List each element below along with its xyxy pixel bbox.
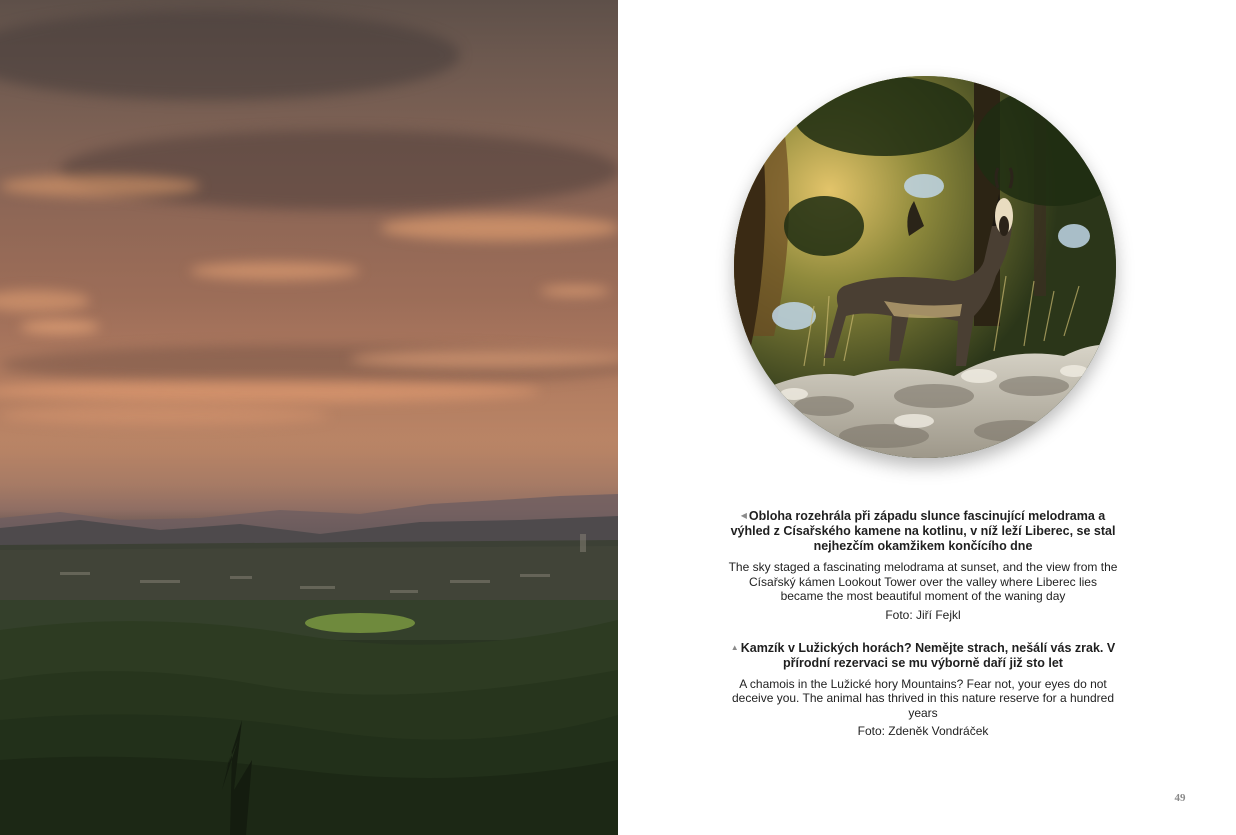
dark-cloud [60, 130, 618, 210]
caption-czech [728, 508, 1118, 554]
caption-left-photo [728, 508, 1118, 622]
chamois-scene [734, 76, 1116, 458]
glowing-cloud [0, 175, 200, 197]
landscape-silhouette [0, 490, 618, 835]
captions-area [728, 508, 1118, 756]
caption-english: A chamois in the Lužické hory Mountains? Fear not, your eyes do not deceive you. The animal has thrived in this nature reserve for a hundred years [732, 676, 1114, 720]
glowing-cloud [380, 215, 618, 241]
glowing-cloud [540, 286, 610, 296]
caption-english: The sky staged a fascinating melodrama at sunset, and the view from the Císařský kámen Lookout Tower over the valley where Liberec lies became the most beautiful moment of the waning day [728, 560, 1118, 603]
dark-cloud [0, 10, 460, 100]
arrow-up-icon: ▲ [730, 642, 739, 652]
caption-czech-text: Kamzík v Lužických horách? Nemějte strach, nešálí vás zrak. V přírodní rezervaci se mu výborně daří již sto let [740, 640, 1116, 670]
chamois-circular-photo [734, 76, 1116, 458]
page-number: 49 [1174, 792, 1186, 804]
photo-credit: Foto: Zdeněk Vondráček [857, 724, 989, 738]
caption-czech-text: Obloha rozehrála při západu slunce fascinující melodrama a výhled z Císařského kamene na kotlinu, v níž leží Liberec, se stal nejhezčím okamžikem končícího dne [730, 509, 1116, 553]
glowing-cloud [190, 262, 360, 280]
caption-czech [728, 640, 1118, 671]
caption-chamois-photo [728, 640, 1118, 739]
photo-credit: Foto: Jiří Fejkl [885, 607, 961, 622]
arrow-left-icon: ◀ [740, 511, 747, 520]
